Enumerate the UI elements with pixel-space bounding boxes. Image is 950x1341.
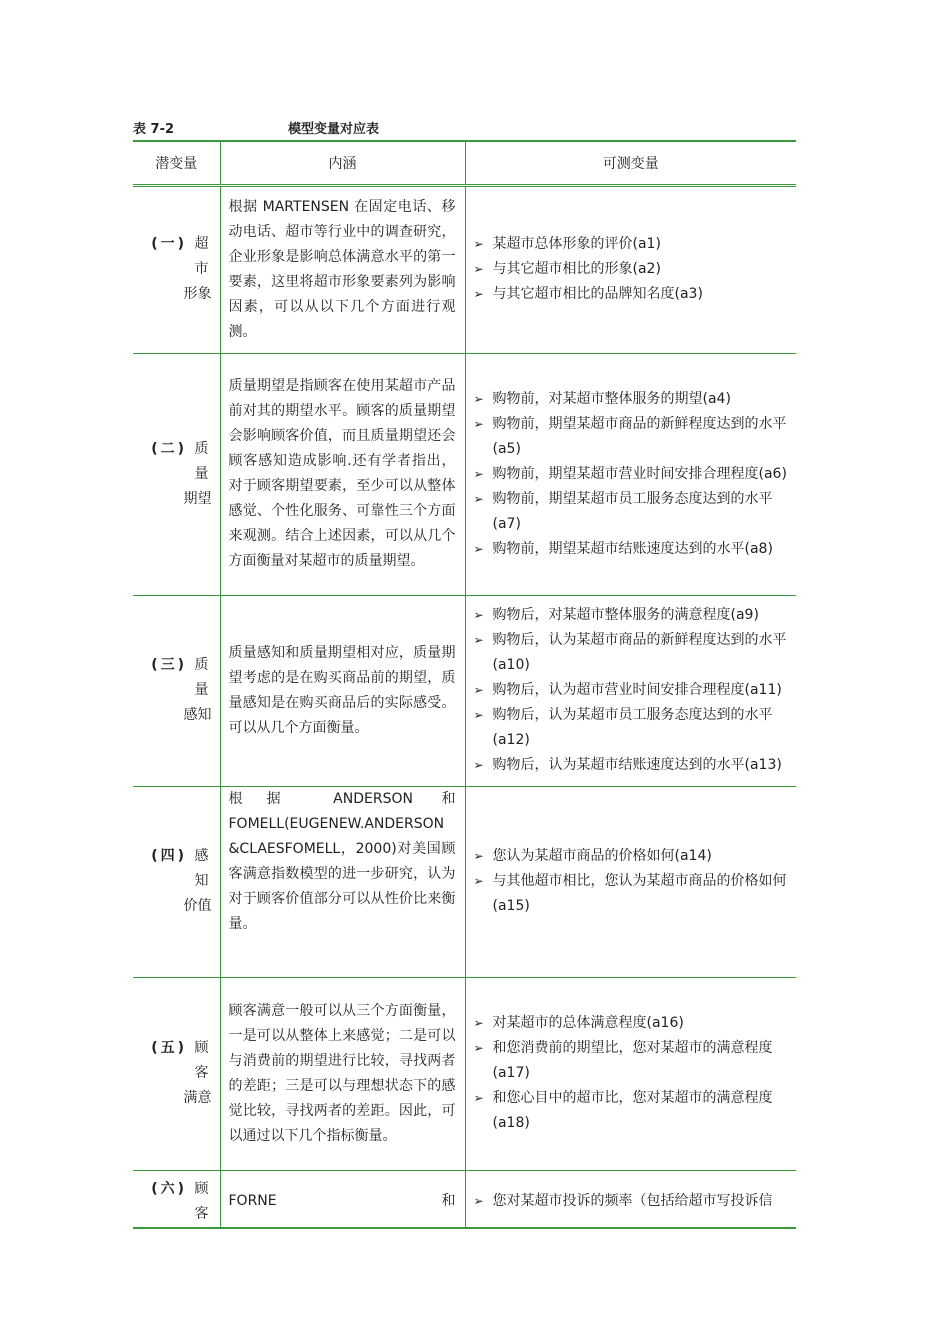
- list-item: ➢ 与其它超市相比的品牌知名度(a3): [474, 282, 791, 307]
- description-end: 和: [441, 1193, 456, 1209]
- latent-variable-cell: [133, 353, 220, 595]
- latent-name-part2: 满意: [183, 1090, 212, 1106]
- measure-list: [474, 844, 791, 919]
- table-row: [133, 353, 796, 595]
- measures-cell: [465, 595, 796, 786]
- arrowhead-bullet-icon: ➢: [473, 541, 484, 556]
- description-start: FORNE: [228, 1193, 277, 1209]
- list-item: ➢ 购物后，认为某超市商品的新鲜程度达到的水平(a10): [474, 628, 791, 678]
- latent-name-part2: 形象: [183, 286, 212, 302]
- arrowhead-bullet-icon: ➢: [473, 287, 484, 301]
- description-cell: 根据 ANDERSON 和 FOMELL(EUGENEW.ANDERSON &CLAESFOMELL，2000)对美国顾客满意指数模型的进一步研究，认为对于顾客价值部分可以从性价比来衡量。: [220, 786, 465, 977]
- header-latent: 潜变量: [133, 141, 220, 185]
- list-item: ➢ 购物后，认为某超市员工服务态度达到的水平(a12): [474, 703, 791, 753]
- latent-name-part1: 质 量: [194, 440, 212, 482]
- measures-cell: [465, 185, 796, 353]
- table-row: [133, 977, 796, 1170]
- arrowhead-bullet-icon: ➢: [473, 1194, 484, 1208]
- measure-list: [474, 603, 791, 778]
- latent-number: (三): [151, 657, 188, 673]
- arrowhead-bullet-icon: ➢: [473, 416, 484, 431]
- list-item: ➢ 购物后，认为超市营业时间安排合理程度(a11): [474, 678, 791, 703]
- arrowhead-bullet-icon: ➢: [473, 1016, 484, 1030]
- list-item: ➢ 购物前，对某超市整体服务的期望(a4): [474, 387, 791, 412]
- latent-number: (六): [151, 1180, 188, 1197]
- table-header-row: [133, 141, 796, 185]
- list-item: ➢ 购物前，期望某超市员工服务态度达到的水平(a7): [474, 487, 791, 537]
- latent-number: (五): [151, 1040, 188, 1056]
- arrowhead-bullet-icon: ➢: [473, 633, 484, 647]
- table-row: [133, 786, 796, 977]
- description-cell: 质量感知和质量期望相对应，质量期望考虑的是在购买商品前的期望，质量感知是在购买商品后的实际感受。可以从几个方面衡量。: [220, 595, 465, 786]
- arrowhead-bullet-icon: ➢: [473, 683, 484, 697]
- arrowhead-bullet-icon: ➢: [473, 874, 484, 888]
- list-item: ➢ 购物前，期望某超市结账速度达到的水平(a8): [474, 537, 791, 562]
- latent-name-part1: 顾 客: [194, 1040, 212, 1081]
- arrowhead-bullet-icon: ➢: [473, 1041, 484, 1055]
- description-cell: 根据 MARTENSEN 在固定电话、移动电话、超市等行业中的调查研究，企业形象是影响总体满意水平的第一要素，这里将超市形象要素列为影响因素，可以从以下几个方面进行观测。: [220, 185, 465, 353]
- latent-name-part1: 超 市: [194, 236, 212, 277]
- arrowhead-bullet-icon: ➢: [473, 849, 484, 863]
- table-row: [133, 1170, 796, 1228]
- latent-variable-cell: [133, 977, 220, 1170]
- measures-cell: [465, 1170, 796, 1228]
- table-number: 表 7-2: [133, 122, 175, 137]
- arrowhead-bullet-icon: ➢: [473, 1091, 484, 1105]
- measures-cell: [465, 977, 796, 1170]
- arrowhead-bullet-icon: ➢: [473, 466, 484, 481]
- latent-variable-cell: [133, 185, 220, 353]
- table-row: [133, 185, 796, 353]
- latent-name-part1: 质 量: [194, 657, 212, 698]
- list-item: ➢ 购物后，认为某超市结账速度达到的水平(a13): [474, 753, 791, 778]
- header-measures: 可测变量: [465, 141, 796, 185]
- table-caption: [133, 118, 796, 138]
- latent-variable-cell: [133, 595, 220, 786]
- latent-name-part2: 期望: [183, 490, 212, 507]
- arrowhead-bullet-icon: ➢: [473, 758, 484, 772]
- latent-name-part2: 感知: [183, 707, 212, 723]
- arrowhead-bullet-icon: ➢: [473, 391, 484, 406]
- measure-list: [474, 232, 791, 307]
- list-item: ➢ 与其他超市相比，您认为某超市商品的价格如何(a15): [474, 869, 791, 919]
- list-item: ➢ 某超市总体形象的评价(a1): [474, 232, 791, 257]
- header-description: 内涵: [220, 141, 465, 185]
- arrowhead-bullet-icon: ➢: [473, 262, 484, 276]
- description-cell: [220, 1170, 465, 1228]
- variable-mapping-table: [133, 140, 796, 1229]
- description-cell: 顾客满意一般可以从三个方面衡量，一是可以从整体上来感觉；二是可以与消费前的期望进行比较，寻找两者的差距；三是可以与理想状态下的感觉比较，寻找两者的差距。因此，可以通过以下几个指标衡量。: [220, 977, 465, 1170]
- description-cell: 质量期望是指顾客在使用某超市产品前对其的期望水平。顾客的质量期望会影响顾客价值，而且质量期望还会顾客感知造成影响.还有学者指出，对于顾客期望要素，至少可以从整体感觉、个性化服务、可靠性三个方面来观测。结合上述因素，可以从几个方面衡量对某超市的质量期望。: [220, 353, 465, 595]
- latent-name-part1: 顾 客: [194, 1180, 212, 1222]
- arrowhead-bullet-icon: ➢: [473, 608, 484, 622]
- latent-name-part1: 感 知: [194, 848, 212, 889]
- list-item: ➢ 和您心目中的超市比，您对某超市的满意程度(a18): [474, 1086, 791, 1136]
- measure-list: [474, 387, 791, 562]
- table-row: [133, 595, 796, 786]
- list-item: ➢ 购物前，期望某超市商品的新鲜程度达到的水平(a5): [474, 412, 791, 462]
- list-item: ➢ 购物前，期望某超市营业时间安排合理程度(a6): [474, 462, 791, 487]
- latent-variable-cell: [133, 1170, 220, 1228]
- arrowhead-bullet-icon: ➢: [473, 237, 484, 251]
- measures-cell: [465, 353, 796, 595]
- list-item: ➢ 与其它超市相比的形象(a2): [474, 257, 791, 282]
- arrowhead-bullet-icon: ➢: [473, 491, 484, 506]
- latent-number: (二): [151, 440, 188, 457]
- latent-number: (一): [151, 236, 188, 252]
- table-title: 模型变量对应表: [288, 122, 380, 137]
- latent-number: (四): [151, 848, 188, 864]
- list-item: ➢ 您认为某超市商品的价格如何(a14): [474, 844, 791, 869]
- measure-list: [474, 1011, 791, 1136]
- list-item: ➢ 和您消费前的期望比，您对某超市的满意程度(a17): [474, 1036, 791, 1086]
- latent-name-part2: 价值: [183, 898, 212, 914]
- latent-variable-cell: [133, 786, 220, 977]
- list-item: ➢ 对某超市的总体满意程度(a16): [474, 1011, 791, 1036]
- list-item: ➢ 购物后，对某超市整体服务的满意程度(a9): [474, 603, 791, 628]
- measure-list: [474, 1189, 791, 1214]
- arrowhead-bullet-icon: ➢: [473, 708, 484, 722]
- measures-cell: [465, 786, 796, 977]
- list-item: ➢ 您对某超市投诉的频率（包括给超市写投诉信: [474, 1189, 791, 1214]
